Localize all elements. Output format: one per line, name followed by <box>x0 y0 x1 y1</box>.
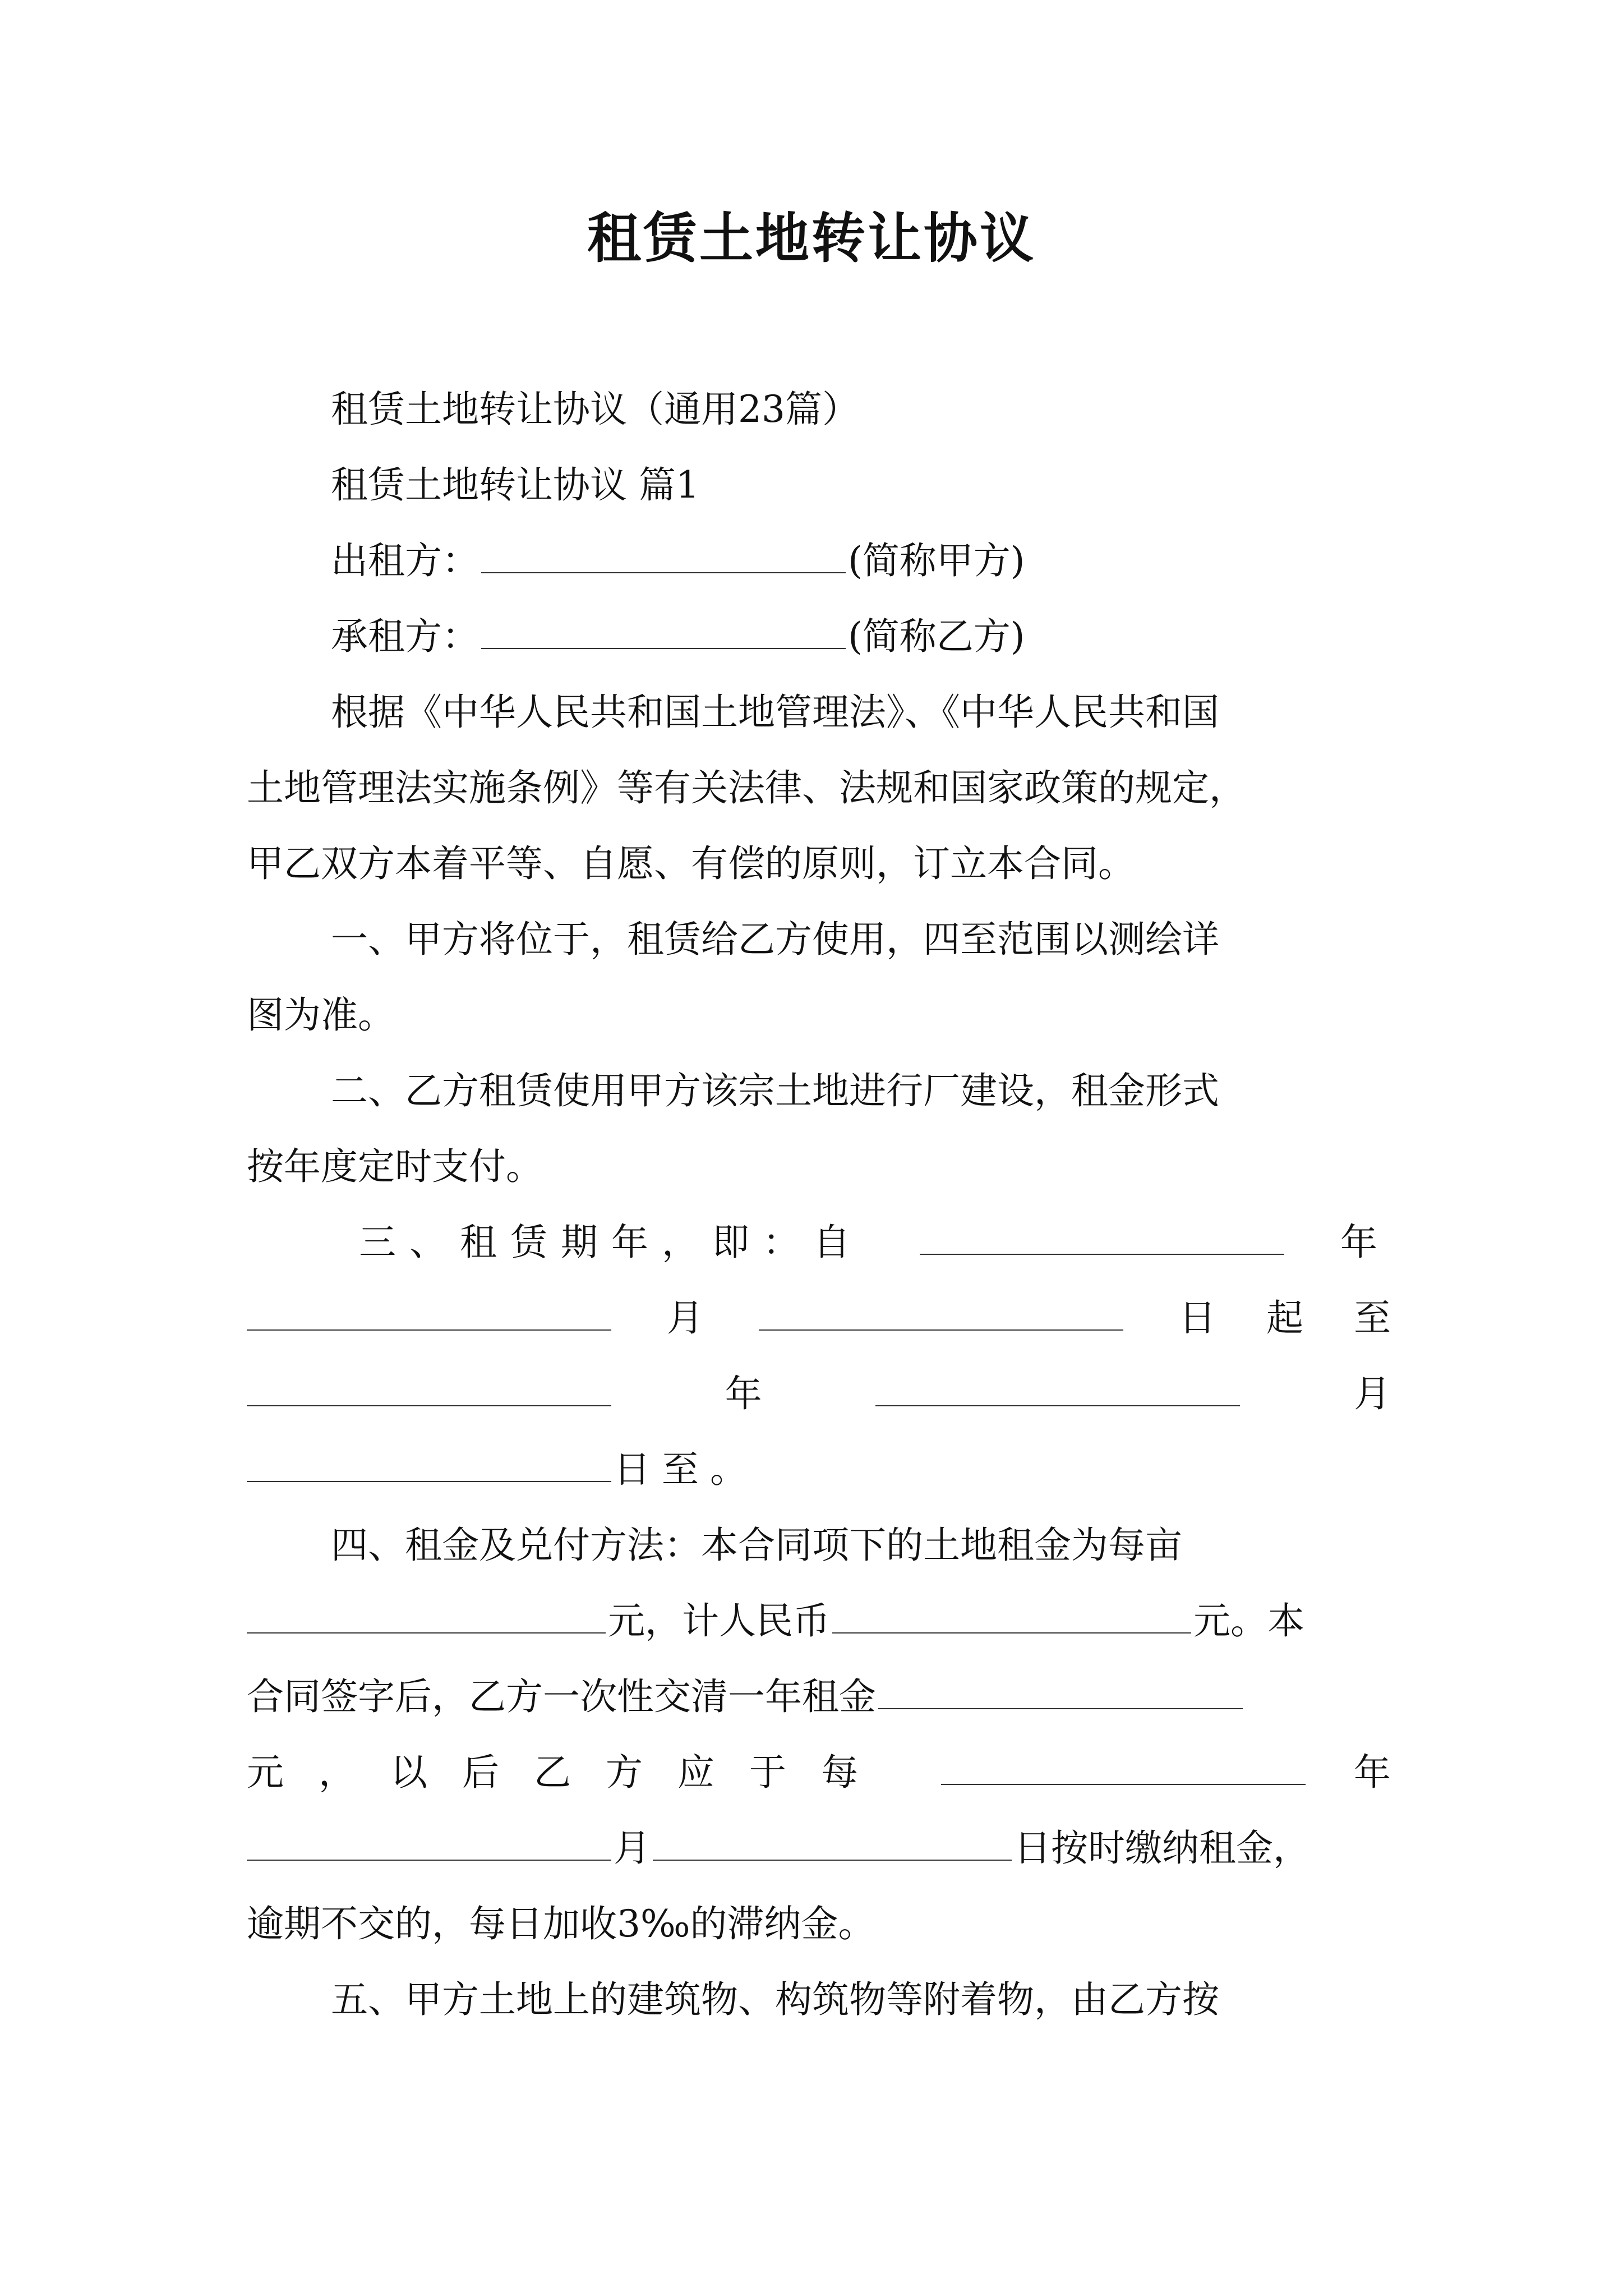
clause4-pay-year-label: 年 <box>1354 1751 1391 1794</box>
clause4-first-year-rent-blank <box>878 1669 1243 1709</box>
clause4-per-mu-blank <box>247 1593 606 1634</box>
clause3-line-2 <box>247 1290 1441 1346</box>
lessee-name-blank <box>481 609 846 649</box>
lessee-line <box>247 609 1475 665</box>
clause4-pay-year-blank <box>941 1745 1306 1785</box>
clause1-line-2: 图为准。 <box>247 993 395 1037</box>
clause2-line-2: 按年度定时支付。 <box>247 1145 543 1188</box>
clause3-end-month-blank <box>875 1366 1240 1406</box>
clause4-line-1: 四、租金及兑付方法：本合同项下的土地租金为每亩 <box>331 1524 1182 1567</box>
clause4-pay-month-label: 月 <box>614 1826 651 1870</box>
clause3-end-year-blank <box>247 1366 611 1406</box>
clause3-end-year-label: 年 <box>725 1372 762 1415</box>
lessee-suffix: (简称乙方) <box>848 615 1025 658</box>
clause2-line-1: 二、乙方租赁使用甲方该宗土地进行厂建设，租金形式 <box>331 1069 1219 1112</box>
clause3-start-year-blank <box>920 1214 1284 1255</box>
clause4-rmb-blank <box>832 1593 1191 1634</box>
clause3-end-day-blank <box>247 1442 611 1482</box>
clause3-line-4 <box>247 1442 1391 1498</box>
document-subtitle: 租赁土地转让协议（通用23篇） <box>331 388 859 431</box>
clause4-line-3-text: 合同签字后，乙方一次性交清一年租金 <box>247 1675 876 1718</box>
clause4-yuan-end: 元。本 <box>1193 1599 1304 1642</box>
document-title: 租赁土地转让协议 <box>587 206 1036 270</box>
clause3-start-month-blank <box>247 1290 611 1331</box>
clause3-year-label: 年 <box>1340 1221 1391 1264</box>
clause3-line-1 <box>247 1214 1391 1271</box>
clause4-line-3 <box>247 1669 1391 1725</box>
clause4-line-5 <box>247 1820 1391 1876</box>
clause3-start-day-blank <box>759 1290 1123 1331</box>
clause3-line-3 <box>247 1366 1391 1422</box>
clause4-line-6: 逾期不交的，每日加收3‰的滞纳金。 <box>247 1902 875 1945</box>
clause1-line-1: 一、甲方将位于，租赁给乙方使用，四至范围以测绘详 <box>331 918 1219 961</box>
section-heading: 租赁土地转让协议 篇1 <box>331 463 699 507</box>
clause3-day-to-label: 日至。 <box>614 1448 758 1491</box>
preamble-line-2: 土地管理法实施条例》等有关法律、法规和国家政策的规定， <box>247 766 1246 809</box>
clause3-lead: 三、租赁期年，即：自 <box>359 1221 864 1264</box>
clause4-later-text: 元，以后乙方应于每 <box>247 1751 893 1794</box>
lessor-suffix: (简称甲方) <box>848 539 1025 582</box>
lessor-name-blank <box>481 533 846 573</box>
clause3-end-month-label: 月 <box>1353 1372 1391 1415</box>
clause5-line-1: 五、甲方土地上的建筑物、构筑物等附着物，由乙方按 <box>331 1978 1219 2021</box>
preamble-line-3: 甲乙双方本着平等、自愿、有偿的原则，订立本合同。 <box>247 842 1135 885</box>
lessee-label: 承租方： <box>331 615 479 658</box>
clause4-pay-text: 日按时缴纳租金， <box>1014 1826 1310 1870</box>
clause4-pay-month-blank <box>247 1820 611 1861</box>
lessor-line <box>247 533 1475 589</box>
clause4-line-2 <box>247 1593 1391 1649</box>
clause4-yuan-rmb: 元，计人民币 <box>608 1599 830 1642</box>
clause4-line-4 <box>247 1745 1391 1801</box>
preamble-line-1: 根据《中华人民共和国土地管理法》、《中华人民共和国 <box>331 691 1219 734</box>
clause3-day-from-label: 日起至 <box>1178 1296 1441 1340</box>
lessor-label: 出租方： <box>331 539 479 582</box>
clause4-pay-day-blank <box>653 1820 1012 1861</box>
clause3-month-label: 月 <box>666 1296 704 1340</box>
